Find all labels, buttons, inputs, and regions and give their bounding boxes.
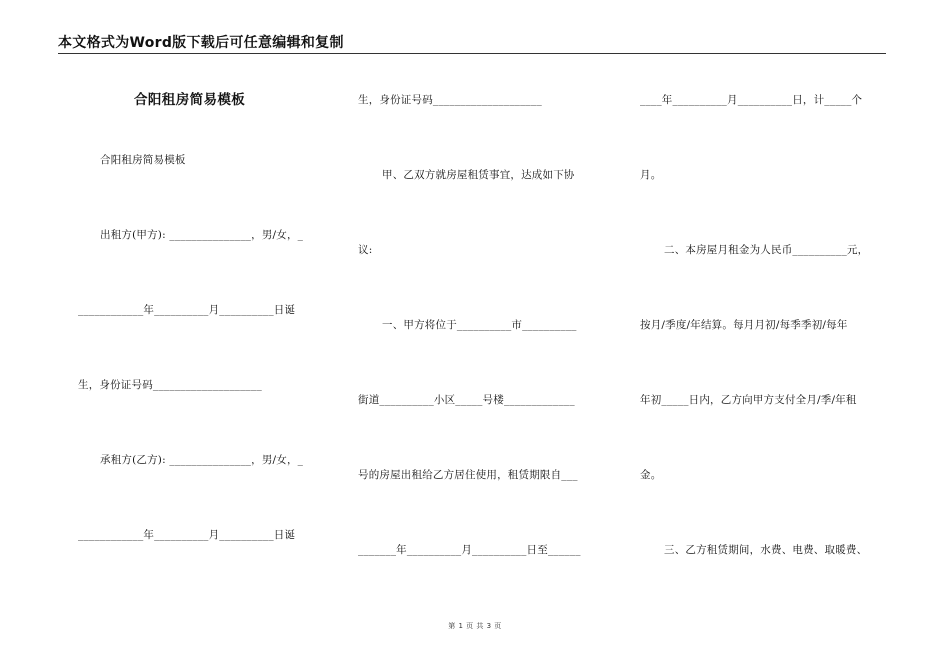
paragraph-line: 金。 — [640, 469, 662, 481]
paragraph-line: 按月/季度/年结算。每月月初/每季季初/每年 — [640, 319, 848, 331]
paragraph-line: ____年__________月__________日，计_____个 — [640, 94, 863, 106]
paragraph-line: ____________年__________月__________日诞 — [78, 304, 296, 316]
page-number: 第 1 页 共 3 页 — [448, 622, 502, 630]
column-3 — [640, 0, 886, 640]
paragraph-line: 生，身份证号码____________________ — [78, 379, 262, 391]
paragraph-line: 生，身份证号码____________________ — [358, 94, 542, 106]
paragraph-line: 甲、乙双方就房屋租赁事宜，达成如下协 — [382, 169, 575, 181]
paragraph-line: _______年__________月__________日至______ — [358, 544, 581, 556]
paragraph-line: ____________年__________月__________日诞 — [78, 529, 296, 541]
document-title: 合阳租房简易模板 — [134, 92, 246, 108]
paragraph-line: 议: — [358, 244, 373, 256]
column-2 — [358, 0, 602, 640]
paragraph-line: 月。 — [640, 169, 662, 181]
paragraph-line: 一、甲方将位于__________市__________ — [382, 319, 577, 331]
header-notice: 本文格式为Word版下载后可任意编辑和复制 — [58, 35, 344, 51]
paragraph-line: 承租方(乙方): _______________，男/女，_ — [100, 454, 304, 466]
paragraph-line: 号的房屋出租给乙方居住使用，租赁期限自___ — [358, 469, 578, 481]
paragraph-line: 街道__________小区_____号楼_____________ — [358, 394, 575, 406]
paragraph-line: 出租方(甲方): _______________，男/女，_ — [100, 229, 304, 241]
column-1 — [78, 0, 320, 640]
paragraph-line: 三、乙方租赁期间，水费、电费、取暖费、 — [664, 544, 868, 556]
paragraph-line: 合阳租房简易模板 — [100, 154, 186, 166]
paragraph-line: 二、本房屋月租金为人民币__________元， — [664, 244, 869, 256]
paragraph-line: 年初_____日内，乙方向甲方支付全月/季/年租 — [640, 394, 857, 406]
